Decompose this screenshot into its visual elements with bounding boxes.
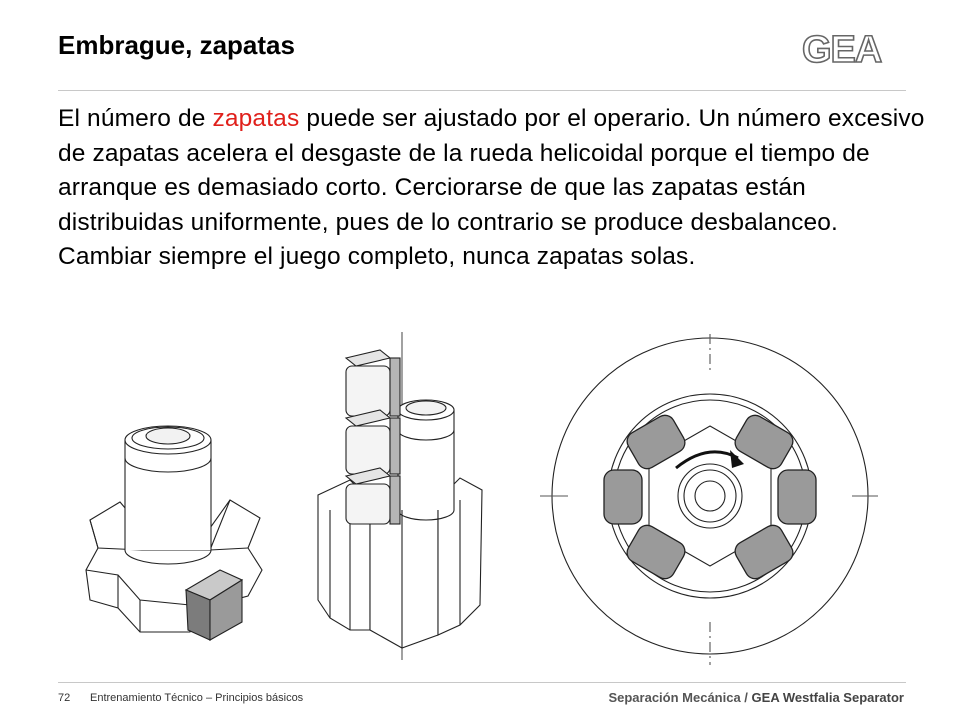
clutch-top-view-illustration <box>540 330 880 668</box>
body-paragraph <box>58 102 928 275</box>
slide-title: Embrague, zapatas <box>58 30 295 60</box>
hub-with-single-shoe-illustration <box>80 400 270 655</box>
department-label: Separación Mecánica / <box>608 690 752 705</box>
body-text-pre: El número de <box>58 105 213 132</box>
header-divider <box>58 90 906 91</box>
gea-logo <box>800 28 910 68</box>
company-name: GEA Westfalia Separator <box>751 690 904 705</box>
body-text-post: puede ser ajustado por el operario. Un número excesivo de zapatas acelera el desgaste de la rueda helicoidal porque el tiempo de arranque es demasiado corto. Cerciorarse de que las zapatas están distribuidas uniformente, pues de lo contrario se produce desbalanceo. Cambiar siempre el juego completo, nunca zapatas solas. <box>58 105 925 270</box>
page-number: 72 <box>58 692 71 704</box>
hub-with-stacked-shoes-illustration <box>310 330 490 665</box>
footer-brand <box>608 690 904 705</box>
highlight-word: zapatas <box>212 105 300 132</box>
footer-divider <box>58 682 906 683</box>
svg-text:GEA: GEA <box>802 29 882 68</box>
course-name: Entrenamiento Técnico – Principios básicos <box>90 692 304 704</box>
